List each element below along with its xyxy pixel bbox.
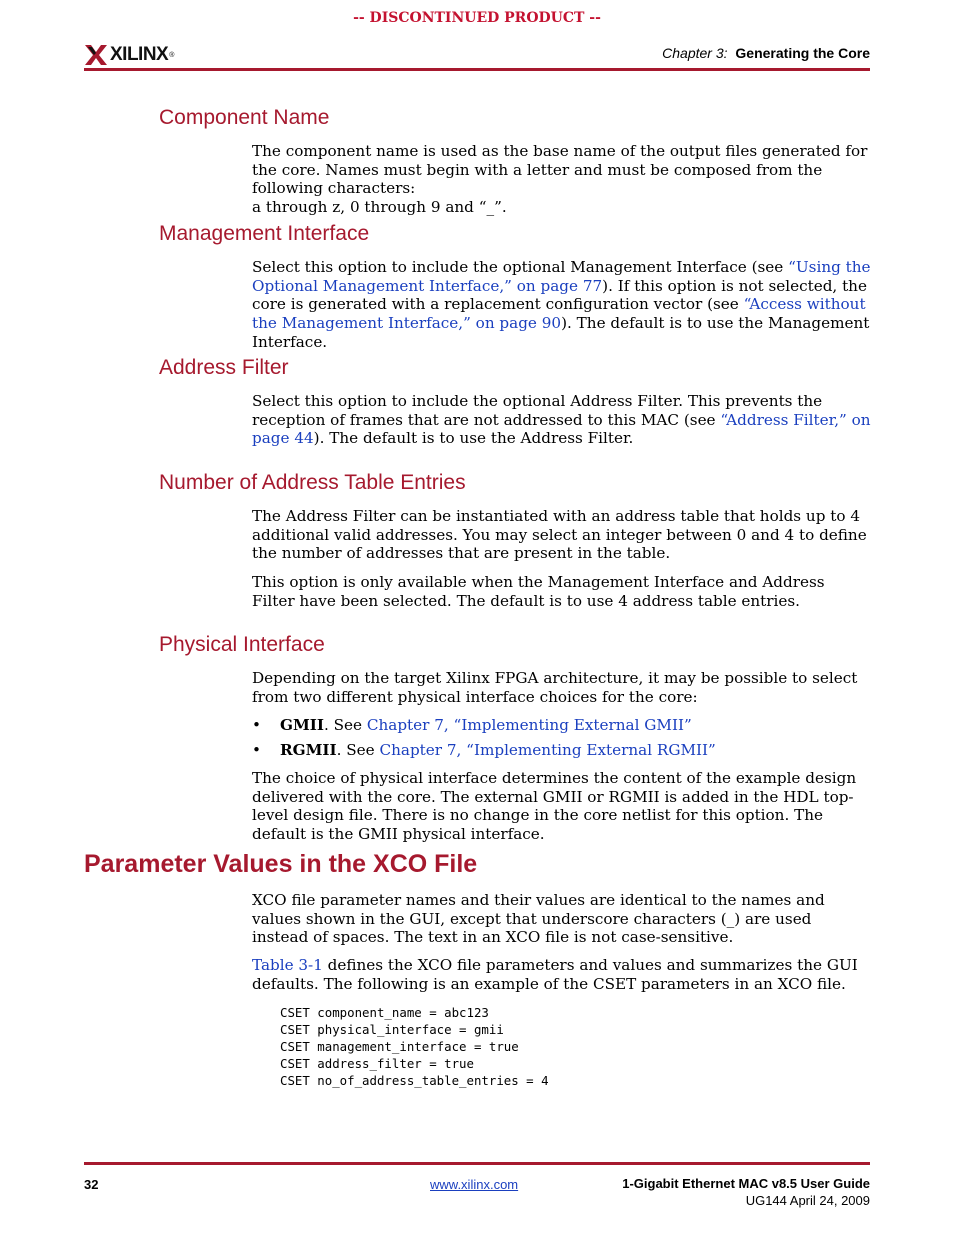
heading-address-filter: Address Filter: [159, 356, 289, 379]
addr-filter-text-a: Select this option to include the optional Address Filter. This prevents the reception of frames that are not addressed to this MAC (see: [252, 392, 823, 429]
heading-management-interface: Management Interface: [159, 222, 370, 245]
component-name-text: The component name is used as the base name of the output files generated for the core. Names must begin with a letter and must be composed from the following characters:: [252, 142, 868, 198]
link-chapter-7-rgmii[interactable]: Chapter 7, “Implementing External RGMII”: [379, 741, 716, 759]
link-address-filter[interactable]: “Address Filter,” on page 44: [252, 410, 871, 448]
bullet-sep: . See: [324, 716, 367, 734]
footer-rule: [84, 1162, 870, 1165]
bullet-icon: •: [252, 716, 261, 734]
code-line: CSET physical_interface = gmii: [280, 1022, 504, 1037]
link-chapter-7-gmii[interactable]: Chapter 7, “Implementing External GMII”: [366, 716, 692, 734]
code-line: CSET component_name = abc123: [280, 1005, 489, 1020]
heading-component-name: Component Name: [159, 106, 330, 129]
footer-doc-id: UG144 April 24, 2009: [745, 1193, 870, 1208]
chapter-number: Chapter 3:: [662, 45, 728, 61]
heading-parameter-values-xco: Parameter Values in the XCO File: [84, 850, 478, 878]
xilinx-logo-icon: [84, 43, 108, 67]
bullet-sep: . See: [336, 741, 380, 759]
bullet-text: [280, 716, 692, 735]
page-number: 32: [84, 1177, 99, 1192]
code-block: [280, 1004, 549, 1089]
code-line: CSET management_interface = true: [280, 1039, 519, 1054]
footer-doc-info: [622, 1176, 870, 1208]
address-filter-paragraph: [252, 392, 872, 448]
bullet-term: RGMII: [280, 741, 337, 759]
component-name-text-line3: a through z, 0 through 9 and “_”.: [252, 198, 507, 217]
addr-filter-text-b: ). The default is to use the Address Filter.: [313, 429, 634, 448]
heading-physical-interface: Physical Interface: [159, 633, 325, 656]
header-rule: [84, 68, 870, 71]
xilinx-logo: [84, 42, 174, 68]
chapter-title: Generating the Core: [735, 45, 870, 61]
physical-interface-paragraph-2: The choice of physical interface determines the content of the example design delivered with the core. The external GMII or RGMII is added in the HDL top-level design file. There is no change in the core netlist for this option. The default is the GMII physical interface.: [252, 769, 857, 844]
link-table-3-1[interactable]: Table 3-1: [252, 956, 323, 974]
xco-paragraph-1: XCO file parameter names and their values are identical to the names and values shown in the GUI, except that underscore characters (_) are used instead of spaces. The text in an XCO file is not case-sensitive.: [252, 891, 825, 947]
bullet-icon: •: [252, 741, 261, 759]
management-interface-paragraph: [252, 258, 872, 352]
link-using-optional-management-interface[interactable]: “Using the Optional Management Interface,” on page 77: [252, 258, 871, 295]
physical-interface-paragraph-1: Depending on the target Xilinx FPGA architecture, it may be possible to select from two different physical interface choices for the core:: [252, 669, 858, 706]
bullet-term: GMII: [280, 716, 324, 734]
footer-doc-title: 1-Gigabit Ethernet MAC v8.5 User Guide: [622, 1176, 870, 1191]
mgmt-text-a: Select this option to include the optional Management Interface (see: [252, 258, 789, 276]
code-line: CSET address_filter = true: [280, 1056, 474, 1071]
code-line: CSET no_of_address_table_entries = 4: [280, 1073, 549, 1088]
footer-website-link[interactable]: www.xilinx.com: [430, 1177, 519, 1192]
link-access-without-management-interface[interactable]: “Access without the Management Interface,” on page 90: [252, 295, 866, 333]
logo-wordmark: XILINX: [110, 44, 169, 65]
heading-address-table-entries: Number of Address Table Entries: [159, 471, 466, 494]
address-table-paragraph-1: The Address Filter can be instantiated with an address table that holds up to 4 additional valid addresses. You may select an integer between 0 and 4 to define the number of addresses that are present in the table.: [252, 507, 867, 563]
logo-registered-mark: ®: [169, 51, 175, 59]
discontinued-banner: -- DISCONTINUED PRODUCT --: [353, 10, 601, 26]
mgmt-text-b: ). If this option is not selected, the core is generated with a replacement configuration vector (see: [252, 276, 867, 314]
xco-p2-text: defines the XCO file parameters and values and summarizes the GUI defaults. The following is an example of the CSET parameters in an XCO file.: [252, 956, 858, 993]
mgmt-text-c: ). The default is to use the Management Interface.: [252, 314, 870, 351]
xco-paragraph-2: [252, 956, 872, 993]
component-name-paragraph: [252, 142, 872, 217]
bullet-text: [280, 741, 716, 760]
address-table-paragraph-2: This option is only available when the Management Interface and Address Filter have been selected. The default is to use 4 address table entries.: [252, 573, 825, 610]
running-header: [662, 45, 870, 61]
